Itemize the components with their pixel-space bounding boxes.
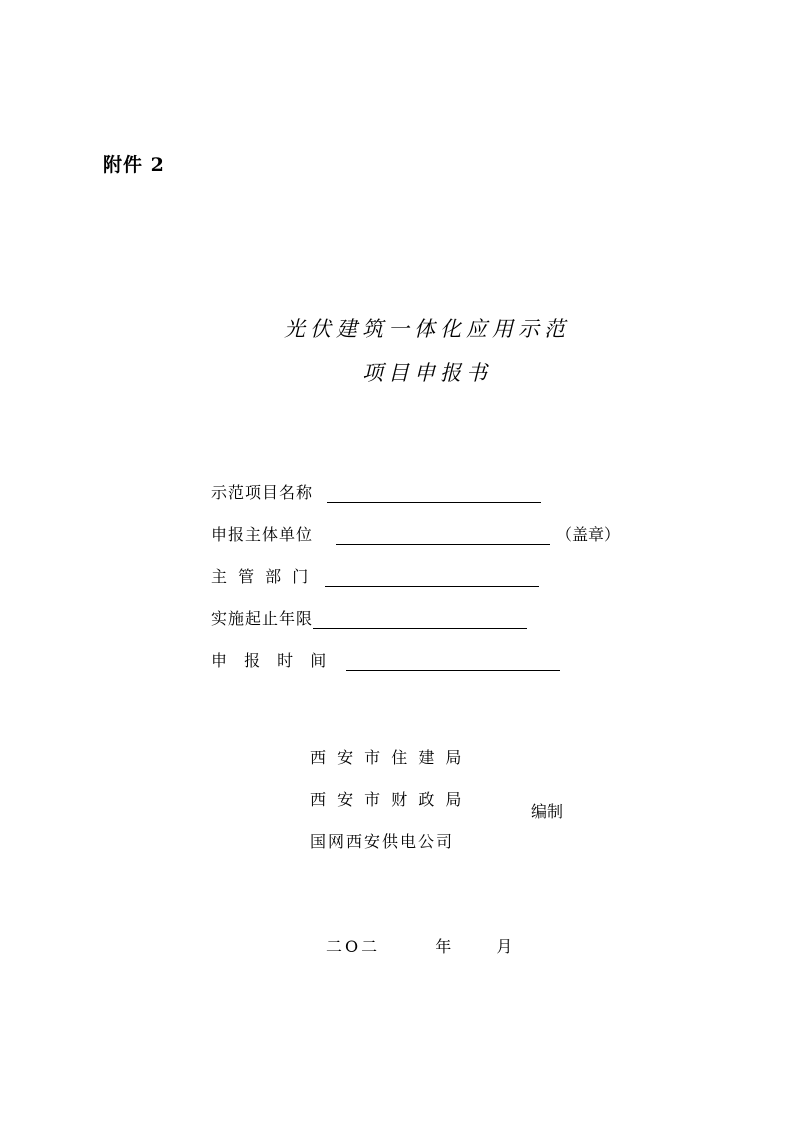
field-label-implementation-period: 实施起止年限 — [211, 609, 314, 628]
field-label-applicant-unit: 申报主体单位 — [211, 525, 314, 544]
field-input-application-date[interactable] — [346, 652, 560, 671]
organization-finance-bureau: 西 安 市 财 政 局 — [310, 790, 465, 809]
field-label-project-name: 示范项目名称 — [211, 483, 314, 502]
field-project-name — [211, 477, 541, 503]
field-implementation-period — [211, 603, 527, 629]
field-input-competent-dept[interactable] — [325, 568, 539, 587]
field-competent-dept — [211, 561, 539, 587]
organization-housing-bureau: 西 安 市 住 建 局 — [310, 748, 465, 767]
attachment-label: 附件 2 — [103, 154, 165, 176]
field-input-applicant-unit[interactable] — [336, 526, 550, 545]
document-title-line-2: 项目申报书 — [362, 361, 492, 385]
seal-note: （盖章） — [556, 525, 621, 544]
field-application-date — [211, 645, 560, 671]
organization-power-company: 国网西安供电公司 — [310, 832, 455, 851]
compiled-label: 编制 — [531, 802, 564, 821]
date-month-unit: 月 — [496, 937, 513, 956]
document-title-line-1: 光伏建筑一体化应用示范 — [284, 317, 570, 341]
date-year-prefix: 二O二 — [326, 937, 381, 956]
date-year-unit: 年 — [435, 937, 452, 956]
field-label-application-date: 申 报 时 间 — [211, 651, 333, 670]
field-input-implementation-period[interactable] — [313, 610, 527, 629]
field-applicant-unit — [211, 519, 620, 545]
field-label-competent-dept: 主 管 部 门 — [211, 567, 312, 586]
issue-date — [326, 934, 512, 957]
field-input-project-name[interactable] — [327, 484, 541, 503]
